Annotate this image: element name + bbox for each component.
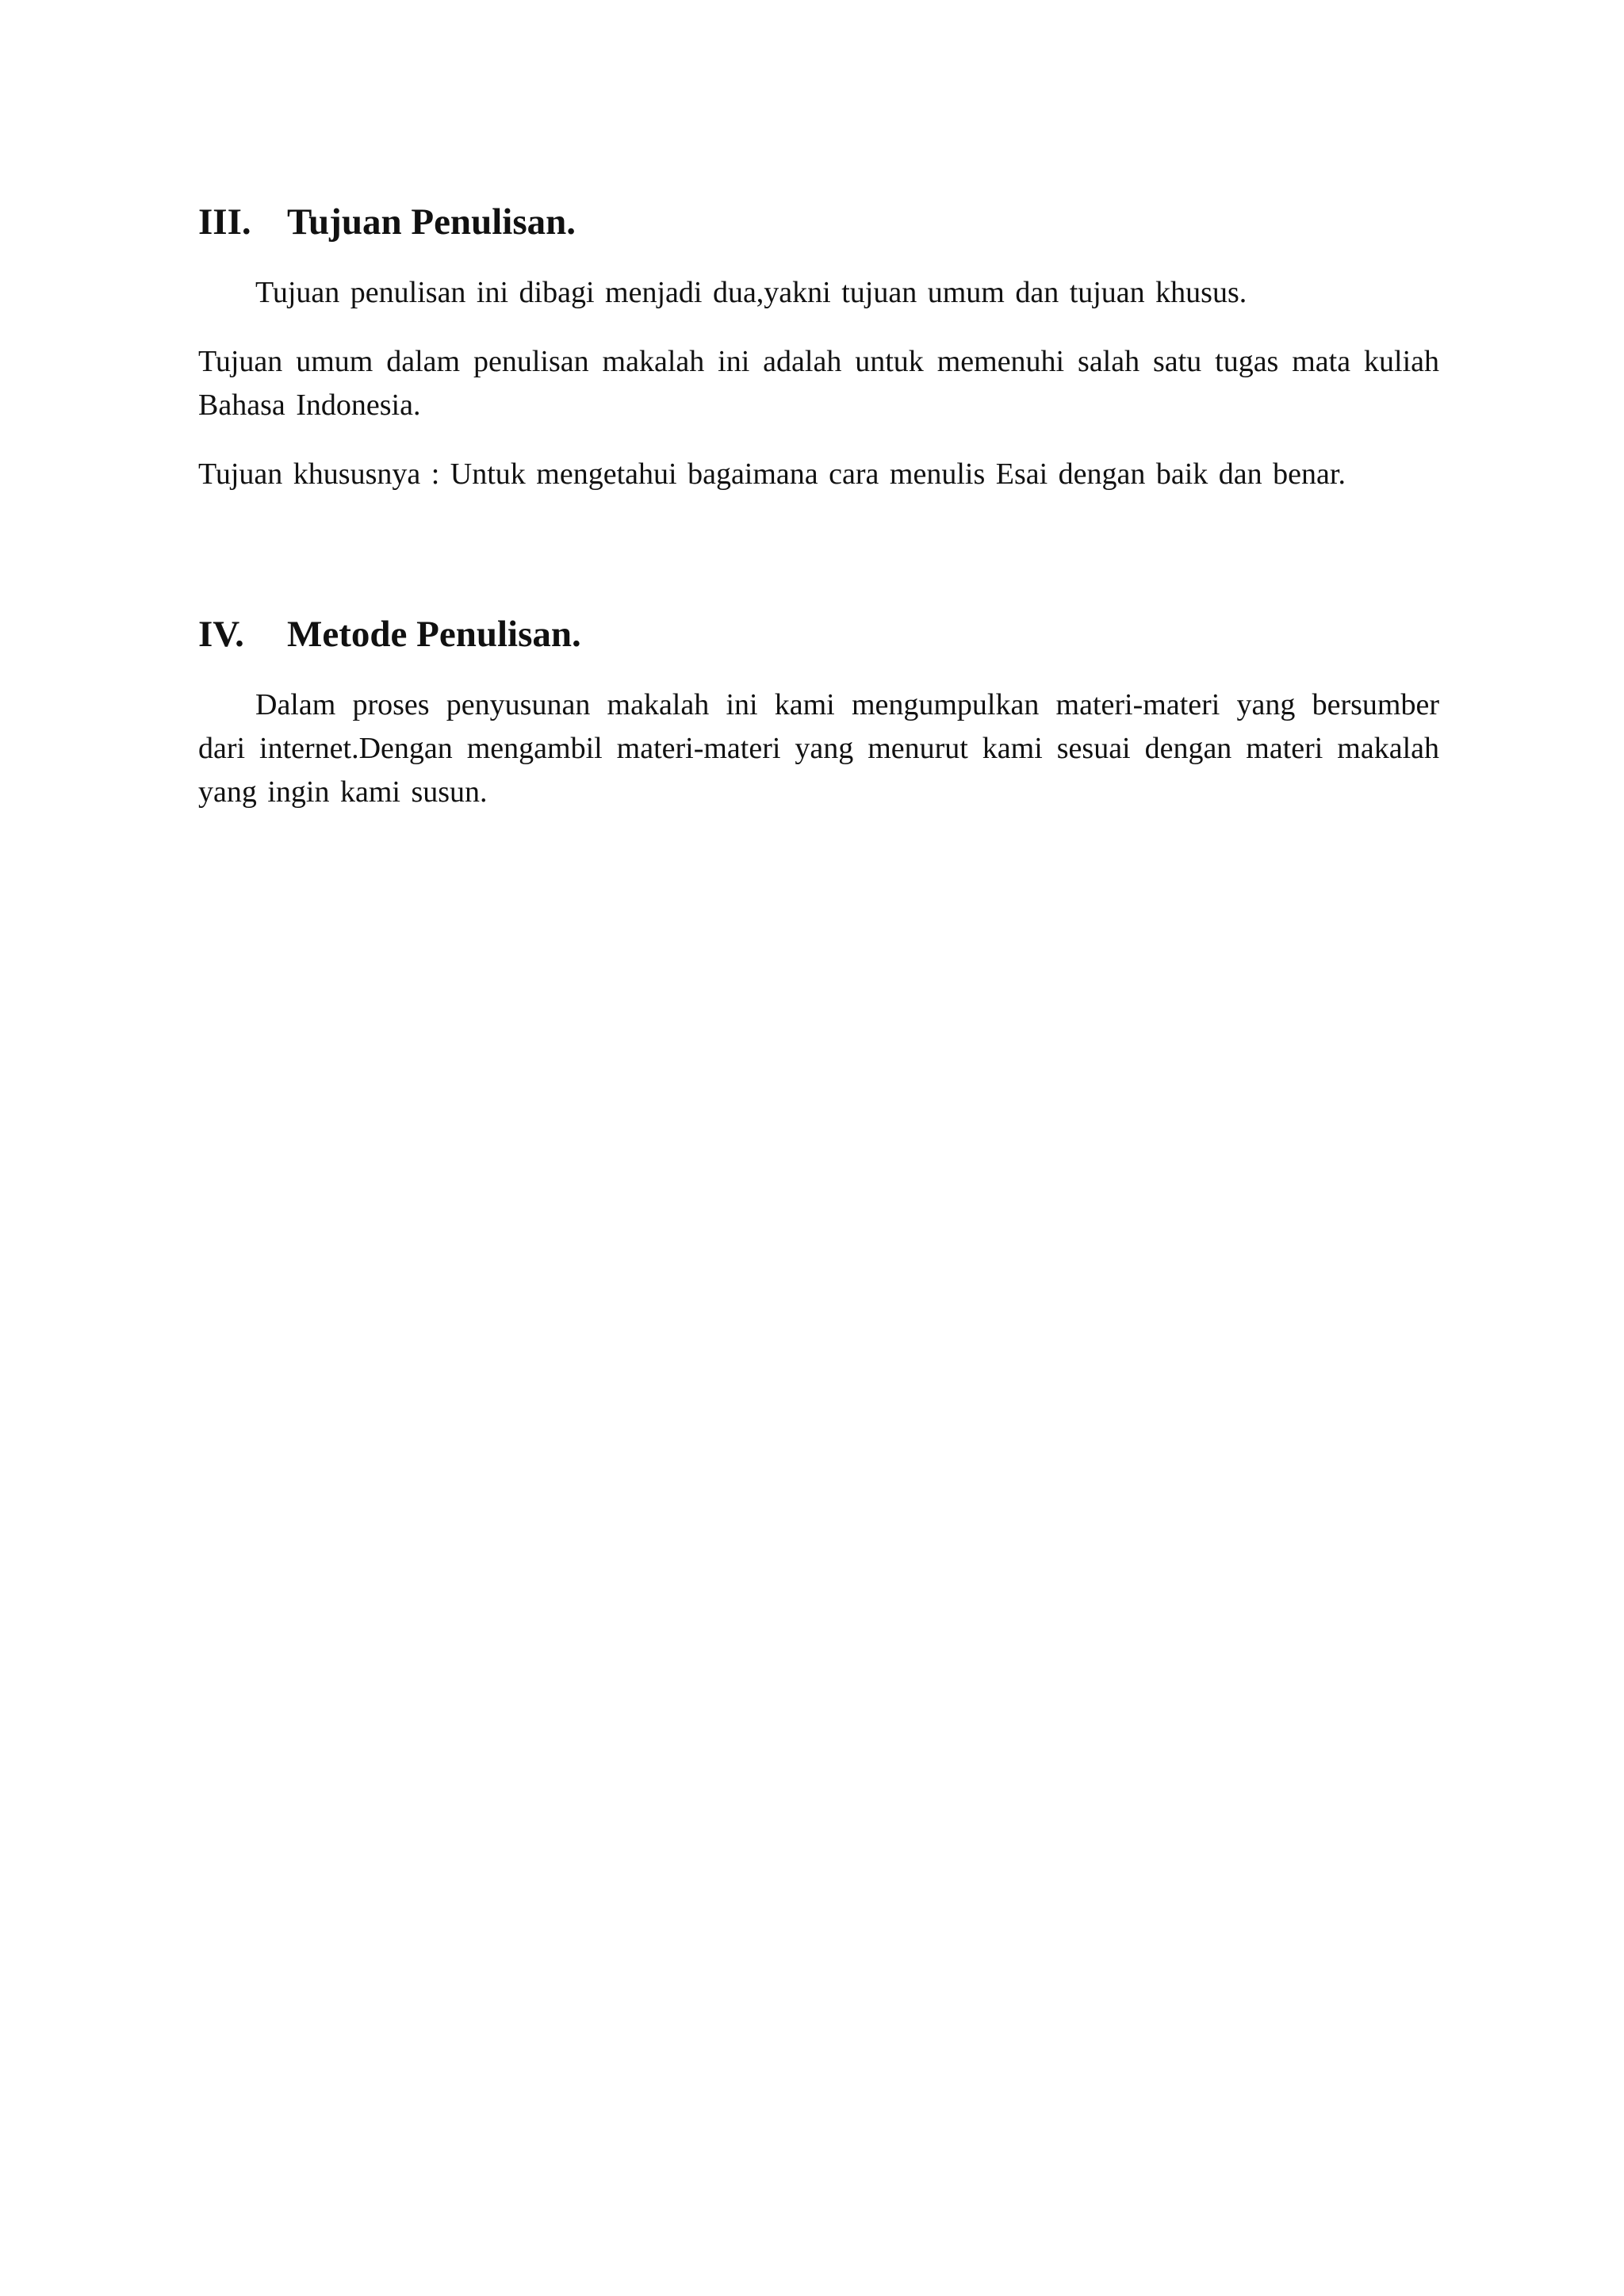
- paragraph: Tujuan penulisan ini dibagi menjadi dua,yakni tujuan umum dan tujuan khusus.: [255, 276, 1247, 309]
- paragraph: Tujuan umum dalam penulisan makalah ini adalah untuk memenuhi salah satu tugas mata kuliah Bahasa Indonesia.: [198, 345, 1439, 422]
- paragraph: Dalam proses penyusunan makalah ini kami mengumpulkan materi-materi yang bersumber dari internet.Dengan mengambil materi-materi yang menurut kami sesuai dengan materi makalah yang ingin kami susun.: [198, 688, 1439, 809]
- section-metode-penulisan: [198, 610, 1439, 814]
- section-tujuan-penulisan: [198, 198, 1439, 496]
- section-number: III.: [198, 201, 251, 243]
- section-heading: [198, 610, 1439, 658]
- paragraph: Tujuan khususnya : Untuk mengetahui bagaimana cara menulis Esai dengan baik dan benar.: [198, 457, 1346, 491]
- section-number: IV.: [198, 614, 244, 655]
- section-title: Tujuan Penulisan.: [287, 201, 576, 243]
- section-title: Metode Penulisan.: [287, 614, 581, 655]
- section-heading: [198, 198, 1439, 246]
